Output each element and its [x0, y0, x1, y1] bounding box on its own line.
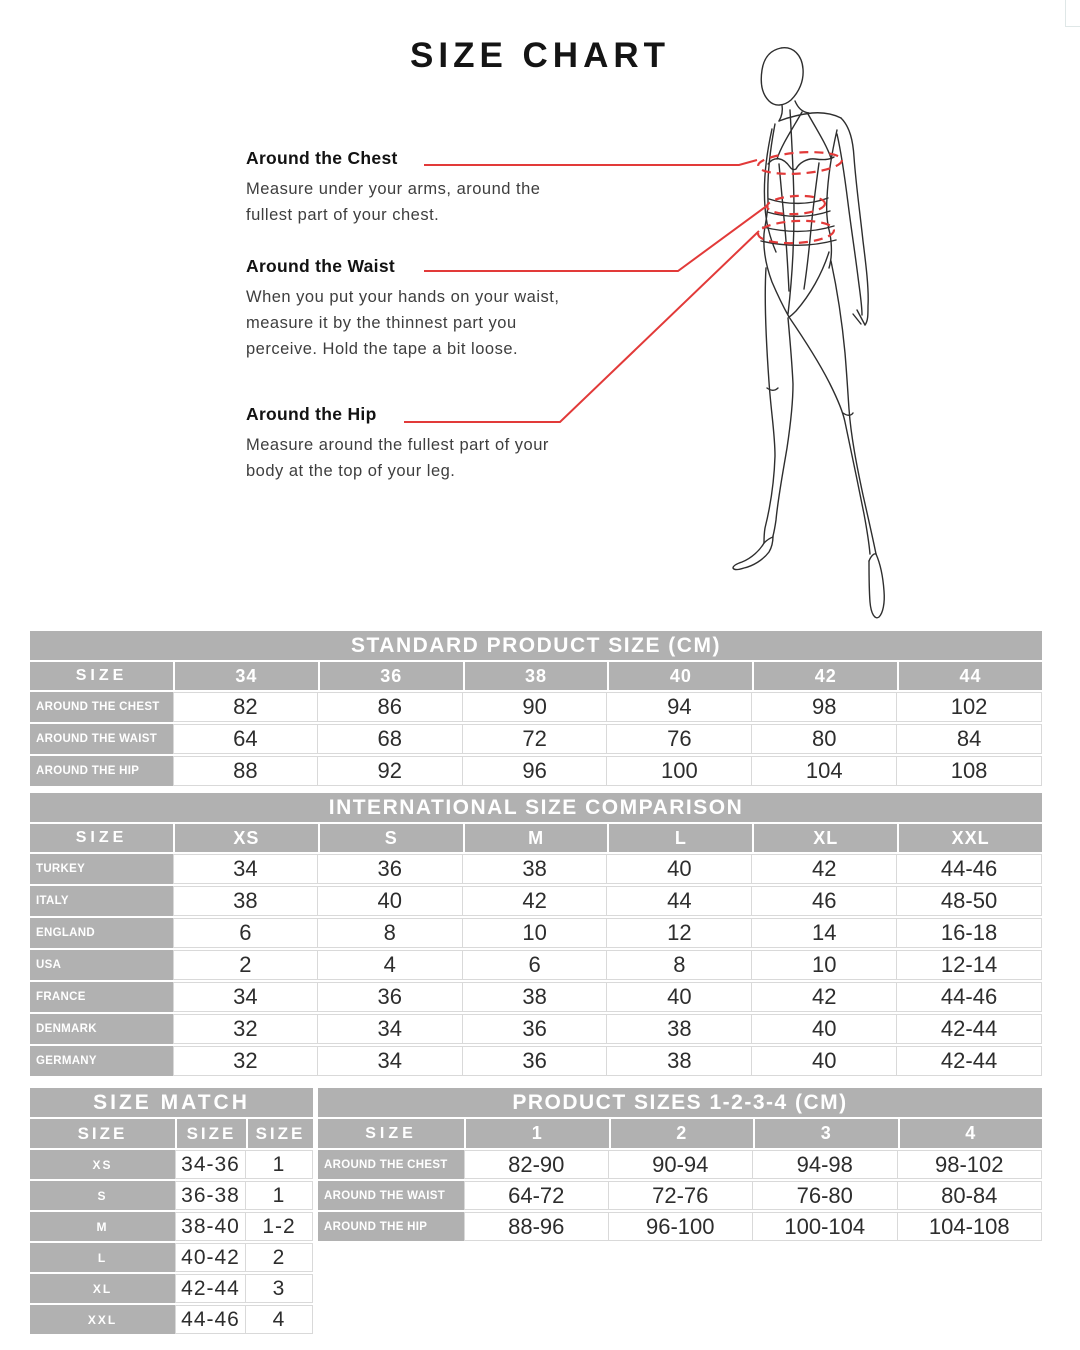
row-label: AROUND THE CHEST — [318, 1150, 464, 1179]
figure-right-arm — [841, 118, 868, 325]
header-cell-size: SIZE — [30, 824, 173, 852]
data-cell: 44-46 — [897, 854, 1042, 884]
table-row — [30, 1046, 1042, 1076]
size-tables-section — [30, 631, 1042, 1334]
table-title-standard: STANDARD PRODUCT SIZE (CM) — [30, 631, 1042, 660]
product-sizes-1234-table — [318, 1088, 1042, 1334]
chest-guide-heading: Around the Chest — [246, 148, 398, 168]
data-cell: 4 — [246, 1305, 313, 1334]
chest-guide-text: fullest part of your chest. — [246, 206, 440, 224]
table-title-international: INTERNATIONAL SIZE COMPARISON — [30, 793, 1042, 822]
data-cell: 38 — [173, 886, 318, 916]
data-cell: 46 — [752, 886, 897, 916]
data-cell: 34-36 — [175, 1150, 246, 1179]
data-cell: 40-42 — [175, 1243, 246, 1272]
table-row — [30, 950, 1042, 980]
data-cell: 94-98 — [753, 1150, 898, 1179]
data-cell: 48-50 — [897, 886, 1042, 916]
data-cell: 72 — [463, 724, 608, 754]
header-cell: 1 — [464, 1119, 609, 1148]
row-label: TURKEY — [30, 854, 173, 884]
data-cell: 104 — [752, 756, 897, 786]
waist-measure-guide — [246, 256, 666, 362]
data-cell: 3 — [246, 1274, 313, 1303]
header-cell: 34 — [173, 662, 318, 690]
data-cell: 44-46 — [897, 982, 1042, 1012]
data-cell: 76 — [607, 724, 752, 754]
waist-guide-text: perceive. Hold the tape a bit loose. — [246, 340, 519, 358]
header-cell: 38 — [463, 662, 608, 690]
data-cell: 8 — [318, 918, 463, 948]
table-row — [318, 1212, 1042, 1241]
data-cell: 98-102 — [898, 1150, 1043, 1179]
standard-product-size-table — [30, 631, 1042, 786]
header-cell: XL — [752, 824, 897, 852]
table-header-row — [30, 1119, 313, 1148]
row-label: GERMANY — [30, 1046, 173, 1076]
data-cell: 64 — [173, 724, 318, 754]
data-cell: 90-94 — [609, 1150, 754, 1179]
data-cell: 34 — [173, 982, 318, 1012]
row-label: USA — [30, 950, 173, 980]
data-cell: 80 — [752, 724, 897, 754]
data-cell: 86 — [318, 692, 463, 722]
table-row — [30, 854, 1042, 884]
data-cell: 6 — [463, 950, 608, 980]
waist-guide-text: measure it by the thinnest part you — [246, 314, 517, 332]
row-label: AROUND THE WAIST — [30, 724, 173, 754]
data-cell: 44-46 — [175, 1305, 246, 1334]
row-label: XXL — [30, 1305, 175, 1334]
data-cell: 42 — [752, 854, 897, 884]
data-cell: 40 — [607, 854, 752, 884]
header-cell-size: SIZE — [175, 1119, 246, 1148]
data-cell: 68 — [318, 724, 463, 754]
international-size-table — [30, 793, 1042, 1076]
bottom-tables-row — [30, 1088, 1042, 1334]
row-label: S — [30, 1181, 175, 1210]
figure-right-leg — [831, 261, 876, 554]
data-cell: 42-44 — [897, 1014, 1042, 1044]
header-cell-size: SIZE — [30, 1119, 175, 1148]
table-row — [30, 1150, 313, 1179]
data-cell: 8 — [607, 950, 752, 980]
chest-measure-guide — [246, 148, 666, 228]
corner-artifact — [1065, 0, 1080, 27]
data-cell: 42-44 — [897, 1046, 1042, 1076]
header-cell-size: SIZE — [318, 1119, 464, 1148]
table-row — [30, 1305, 313, 1334]
data-cell: 82 — [173, 692, 318, 722]
data-cell: 88-96 — [464, 1212, 609, 1241]
data-cell: 96 — [463, 756, 608, 786]
header-cell: 3 — [753, 1119, 898, 1148]
fashion-croquis-drawing — [733, 48, 884, 618]
data-cell: 90 — [463, 692, 608, 722]
data-cell: 42-44 — [175, 1274, 246, 1303]
data-cell: 10 — [752, 950, 897, 980]
data-cell: 42 — [463, 886, 608, 916]
row-label: FRANCE — [30, 982, 173, 1012]
hip-measure-guide — [246, 404, 666, 484]
data-cell: 36 — [318, 982, 463, 1012]
header-cell-size: SIZE — [30, 662, 173, 690]
row-label: AROUND THE WAIST — [318, 1181, 464, 1210]
header-cell: S — [318, 824, 463, 852]
table-row — [30, 692, 1042, 722]
data-cell: 92 — [318, 756, 463, 786]
figure-head — [761, 48, 803, 105]
data-cell: 96-100 — [609, 1212, 754, 1241]
data-cell: 100-104 — [753, 1212, 898, 1241]
data-cell: 36 — [318, 854, 463, 884]
data-cell: 40 — [318, 886, 463, 916]
data-cell: 10 — [463, 918, 608, 948]
figure-right-foot — [869, 554, 884, 618]
header-cell: 44 — [897, 662, 1042, 690]
header-cell: M — [463, 824, 608, 852]
table-header-row — [30, 824, 1042, 852]
data-cell: 36 — [463, 1014, 608, 1044]
row-label: ITALY — [30, 886, 173, 916]
data-cell: 36 — [463, 1046, 608, 1076]
table-row — [30, 756, 1042, 786]
table-row — [30, 918, 1042, 948]
data-cell: 102 — [897, 692, 1042, 722]
header-cell: L — [607, 824, 752, 852]
row-label: M — [30, 1212, 175, 1241]
row-label: XS — [30, 1150, 175, 1179]
header-cell: 42 — [752, 662, 897, 690]
table-row — [30, 1014, 1042, 1044]
data-cell: 14 — [752, 918, 897, 948]
data-cell: 32 — [173, 1046, 318, 1076]
header-cell-size: SIZE — [246, 1119, 313, 1148]
data-cell: 64-72 — [464, 1181, 609, 1210]
data-cell: 38 — [463, 982, 608, 1012]
figure-left-leg — [764, 268, 775, 543]
hip-guide-text: Measure around the fullest part of your — [246, 436, 549, 454]
table-row — [30, 1181, 313, 1210]
data-cell: 1-2 — [246, 1212, 313, 1241]
row-label: XL — [30, 1274, 175, 1303]
data-cell: 40 — [607, 982, 752, 1012]
waist-guide-text: When you put your hands on your waist, — [246, 288, 560, 306]
data-cell: 16-18 — [897, 918, 1042, 948]
data-cell: 72-76 — [609, 1181, 754, 1210]
row-label: ENGLAND — [30, 918, 173, 948]
size-match-table — [30, 1088, 313, 1334]
data-cell: 88 — [173, 756, 318, 786]
data-cell: 100 — [607, 756, 752, 786]
table-row — [318, 1181, 1042, 1210]
header-cell: 2 — [609, 1119, 754, 1148]
hip-guide-text: body at the top of your leg. — [246, 462, 456, 480]
data-cell: 80-84 — [898, 1181, 1043, 1210]
data-cell: 38 — [607, 1046, 752, 1076]
data-cell: 82-90 — [464, 1150, 609, 1179]
data-cell: 12 — [607, 918, 752, 948]
data-cell: 38 — [463, 854, 608, 884]
row-label: AROUND THE HIP — [318, 1212, 464, 1241]
data-cell: 1 — [246, 1150, 313, 1179]
waist-measurement-ellipse — [767, 194, 826, 215]
table-row — [30, 886, 1042, 916]
data-cell: 32 — [173, 1014, 318, 1044]
data-cell: 38 — [607, 1014, 752, 1044]
table-row — [30, 1243, 313, 1272]
data-cell: 98 — [752, 692, 897, 722]
table-row — [30, 982, 1042, 1012]
table-row — [30, 1212, 313, 1241]
data-cell: 76-80 — [753, 1181, 898, 1210]
row-label: DENMARK — [30, 1014, 173, 1044]
waist-guide-heading: Around the Waist — [246, 256, 396, 276]
header-cell: 4 — [898, 1119, 1043, 1148]
hip-guide-heading: Around the Hip — [246, 404, 377, 424]
row-label: AROUND THE CHEST — [30, 692, 173, 722]
header-cell: XXL — [897, 824, 1042, 852]
data-cell: 104-108 — [898, 1212, 1043, 1241]
table-row — [30, 724, 1042, 754]
row-label: L — [30, 1243, 175, 1272]
data-cell: 4 — [318, 950, 463, 980]
table-title-size-match: SIZE MATCH — [30, 1088, 313, 1117]
data-cell: 94 — [607, 692, 752, 722]
data-cell: 36-38 — [175, 1181, 246, 1210]
header-cell: XS — [173, 824, 318, 852]
data-cell: 2 — [246, 1243, 313, 1272]
data-cell: 34 — [173, 854, 318, 884]
data-cell: 40 — [752, 1046, 897, 1076]
header-cell: 40 — [607, 662, 752, 690]
table-row — [318, 1150, 1042, 1179]
data-cell: 2 — [173, 950, 318, 980]
row-label: AROUND THE HIP — [30, 756, 173, 786]
table-title-product-1234: PRODUCT SIZES 1-2-3-4 (CM) — [318, 1088, 1042, 1117]
data-cell: 1 — [246, 1181, 313, 1210]
table-header-row — [318, 1119, 1042, 1148]
data-cell: 108 — [897, 756, 1042, 786]
data-cell: 12-14 — [897, 950, 1042, 980]
data-cell: 42 — [752, 982, 897, 1012]
data-cell: 38-40 — [175, 1212, 246, 1241]
chest-guide-text: Measure under your arms, around the — [246, 180, 541, 198]
table-row — [30, 1274, 313, 1303]
data-cell: 6 — [173, 918, 318, 948]
table-header-row — [30, 662, 1042, 690]
data-cell: 34 — [318, 1014, 463, 1044]
data-cell: 40 — [752, 1014, 897, 1044]
data-cell: 34 — [318, 1046, 463, 1076]
header-cell: 36 — [318, 662, 463, 690]
data-cell: 84 — [897, 724, 1042, 754]
data-cell: 44 — [607, 886, 752, 916]
page-title: SIZE CHART — [410, 36, 670, 75]
